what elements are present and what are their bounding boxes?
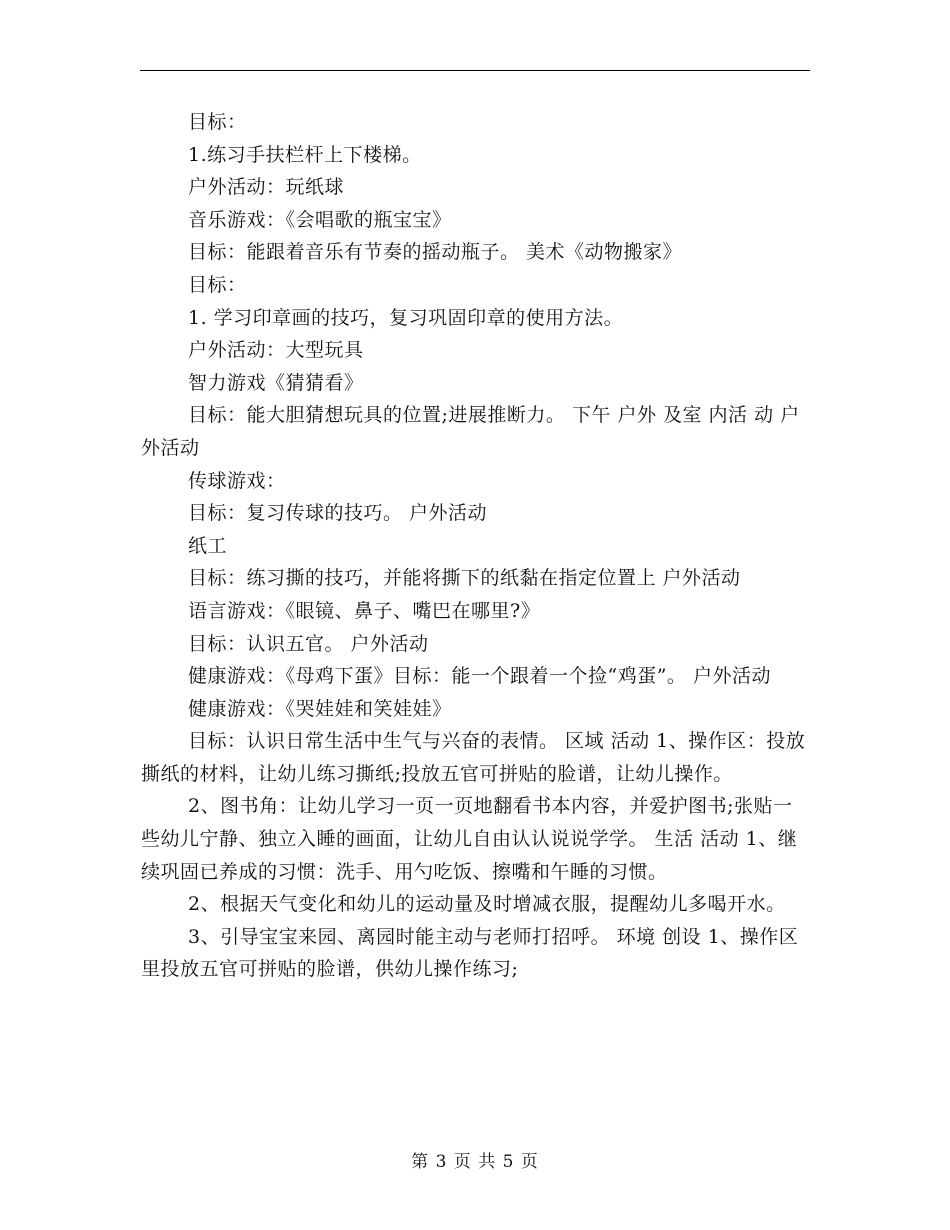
paragraph: 户外活动：玩纸球 — [188, 176, 345, 199]
page-number-footer: 第 3 页 共 5 页 — [411, 1152, 539, 1172]
paragraph: 1. 学习印章画的技巧，复习巩固印章的使用方法。 — [188, 306, 624, 329]
paragraph: 健康游戏：《哭娃娃和笑娃娃》 — [188, 697, 452, 720]
paragraph: 1.练习手扶栏杆上下楼梯。 — [188, 143, 422, 166]
paragraph: 智力游戏《猜猜看》 — [188, 371, 364, 394]
paragraph: 目标：能跟着音乐有节奏的摇动瓶子。 美术《动物搬家》 — [188, 241, 683, 264]
paragraph: 户外活动：大型玩具 — [188, 339, 364, 362]
paragraph: 纸工 — [188, 534, 228, 557]
paragraph: 目标：认识日常生活中生气与兴奋的表情。 区域 活动 1、操作区：投放撕纸的材料，让幼儿练习撕纸;投放五官可拼贴的脸谱，让幼儿操作。 — [141, 730, 806, 785]
paragraph: 传球游戏： — [188, 469, 286, 492]
paragraph: 语言游戏：《眼镜、鼻子、嘴巴在哪里?》 — [188, 599, 541, 622]
paragraph: 目标： — [188, 273, 247, 296]
paragraph: 2、根据天气变化和幼儿的运动量及时增减衣服，提醒幼儿多喝开水。 — [188, 893, 786, 916]
paragraph: 健康游戏：《母鸡下蛋》目标：能一个跟着一个捡“鸡蛋”。 户外活动 — [188, 665, 771, 688]
paragraph: 音乐游戏：《会唱歌的瓶宝宝》 — [188, 208, 452, 231]
paragraph: 3、引导宝宝来园、离园时能主动与老师打招呼。 环境 创设 1、操作区里投放五官可拼贴的脸谱，供幼儿操作练习; — [141, 925, 799, 981]
paragraph: 目标：练习撕的技巧，并能将撕下的纸黏在指定位置上 户外活动 — [188, 567, 741, 590]
paragraph: 2、图书角：让幼儿学习一页一页地翻看书本内容，并爱护图书;张贴一些幼儿宁静、独立入睡的画面，让幼儿自由认认说说学学。 生活 活动 1、继续巩固已养成的习惯：洗手、用勺吃饭、擦嘴和午睡的习惯。 — [141, 795, 798, 883]
paragraph: 目标：复习传球的技巧。 户外活动 — [188, 502, 488, 525]
paragraph: 目标： — [188, 111, 247, 133]
document-body — [141, 106, 807, 986]
paragraph: 目标：认识五官。 户外活动 — [188, 632, 429, 655]
paragraph: 目标：能大胆猜想玩具的位置;进展推断力。 下午 户外 及室 内活 动 户外活动 — [141, 404, 800, 459]
header-rule — [140, 70, 810, 71]
